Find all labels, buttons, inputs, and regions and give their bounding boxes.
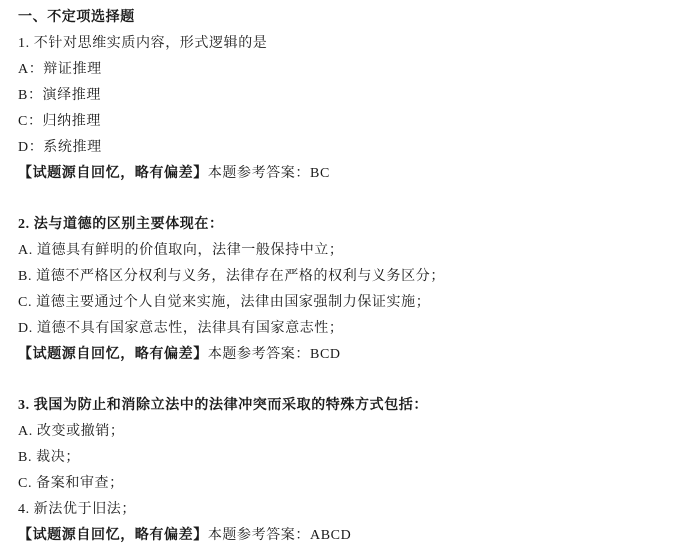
question-1-header: 1. 不针对思维实质内容，形式逻辑的是 (18, 36, 268, 51)
question-2-option-b: B. 道德不严格区分权利与义务，法律存在严格的权利与义务区分； (18, 269, 445, 284)
question-1-answer-line (18, 161, 656, 187)
question-1-source-note: 【试题源自回忆，略有偏差】 (18, 166, 208, 181)
question-2-answer-line (18, 342, 656, 368)
question-2-option-d: D. 道德不具有国家意志性，法律具有国家意志性； (18, 321, 344, 336)
block-spacer (18, 368, 656, 393)
question-1-option-d: D：系统推理 (18, 140, 102, 155)
question-3-answer-text: 本题参考答案：ABCD (207, 528, 352, 543)
question-3-header: 3. 我国为防止和消除立法中的法律冲突而采取的特殊方式包括： (18, 398, 428, 413)
section-title: 一、不定项选择题 (18, 10, 135, 25)
question-1-option-c: C：归纳推理 (18, 114, 101, 129)
question-2-option-a: A. 道德具有鲜明的价值取向，法律一般保持中立； (18, 243, 344, 258)
question-3-option-a: A. 改变或撤销； (18, 424, 125, 439)
question-2-header: 2. 法与道德的区别主要体现在： (18, 217, 224, 232)
question-3-option-c: C. 备案和审查； (18, 476, 124, 491)
question-3-option-b: B. 裁决； (18, 450, 80, 465)
question-2-answer-text: 本题参考答案：BCD (207, 347, 341, 362)
question-3-option-d: 4. 新法优于旧法； (18, 502, 136, 517)
block-spacer (18, 187, 656, 212)
question-3-source-note: 【试题源自回忆，略有偏差】 (18, 528, 208, 543)
question-2-option-c: C. 道德主要通过个人自觉来实施，法律由国家强制力保证实施； (18, 295, 431, 310)
question-1-answer-text: 本题参考答案：BC (207, 166, 330, 181)
question-1-option-a: A：辩证推理 (18, 62, 102, 77)
question-3-answer-line (18, 523, 656, 549)
question-2-source-note: 【试题源自回忆，略有偏差】 (18, 347, 208, 362)
question-1-option-b: B：演绎推理 (18, 88, 101, 103)
